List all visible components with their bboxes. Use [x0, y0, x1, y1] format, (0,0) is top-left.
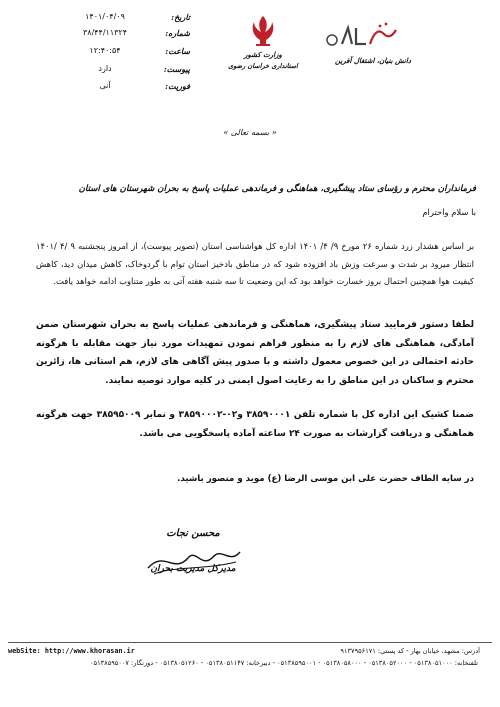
- meta-time-value: ۱۲:۴۰:۵۴: [89, 46, 121, 55]
- signature-block: [138, 528, 248, 588]
- meta-number-label: شماره:: [165, 28, 190, 38]
- body-paragraph: ضمنا کشیک این اداره کل با شماره تلفن ۳۸۵۹۰۰۰۱ و۰۲-۳۸۵۹۰۰۰۲ و نمابر ۳۸۵۹۵۰۰۹ جهت هرگونه هماهنگی و دریافت گزارشات به صورت ۲۴ ساعته آماده پاسخگویی می باشد.: [36, 410, 474, 439]
- iran-emblem-icon: [248, 14, 278, 48]
- recipient-line: فرمانداران محترم و رؤسای ستاد پیشگیری، هماهنگی و فرماندهی عملیات پاسخ به بحران شهرستان های استان: [78, 184, 476, 194]
- meta-number-value: ۳۸/۴۴/۱۱۳۲۴: [82, 28, 128, 37]
- footer-phones: تلفنخانه: ۰۵۱۳۸۰۵۱۰۰۰ - ۰۵۱۳۸۰۵۲۰۰۰ - ۰۵۱۳۸۰۵۸۰۰۰ - ۰۵۱۳۸۵۹۵۰۰۱ - دبیرخانه: ۰۵۱۳۸۰۵۱۱۴۷ - ۰۵۱۳۸۰۵۱۲۶۰ - دورنگار: ۰۵۱۳۸۵۹۵۰۰۷: [89, 659, 478, 667]
- meta-time: [70, 46, 190, 60]
- meta-urgency-label: فوریت:: [165, 81, 190, 91]
- closing-line: در سایه الطاف حضرت علی ابن موسی الرضا (ع) موید و منصور باشید.: [177, 474, 474, 484]
- meta-number: [70, 28, 190, 42]
- meta-date: [70, 12, 190, 26]
- footer-website: webSite: http://www.khorasan.ir: [8, 647, 135, 655]
- meta-urgency: [70, 81, 190, 95]
- meta-attachment: [70, 64, 190, 78]
- ministry-block: [218, 14, 308, 84]
- body-paragraph: بر اساس هشدار زرد شماره ۲۶ مورخ ۹/ ۴/ ۱۴۰۱ اداره کل هواشناسی استان (تصویر پیوست)، از امروز پنجشنبه ۹ /۴ /۱۴۰۱ انتظار میرود بر شدت و سرعت وزش باد افزوده شود که در مناطق بادخیز استان توام با گردوخاک، کاهش میدان دید، کاهش کیفیت هوا همچنین احتمال بروز خسارت خواهد بود که این وضعیت تا سه شنبه هفته آتی به طور متناوب ادامه خواهد یافت.: [36, 241, 475, 286]
- footer-address: آدرس: مشهد، خیابان بهار - کد پستی: ۹۱۳۷۹۵۶۱۷۱: [340, 647, 480, 655]
- meta-date-label: تاریخ:: [171, 12, 190, 22]
- signer-title: مدیرکل مدیریت بحران: [150, 564, 236, 574]
- brand-logo-icon: [322, 20, 402, 52]
- ministry-name: وزارت کشور: [244, 50, 282, 59]
- meta-urgency-value: آنی: [99, 81, 111, 90]
- footer-divider: [8, 642, 492, 643]
- body-paragraph: لطفا دستور فرمایید ستاد پیشگیری، هماهنگی و فرماندهی عملیات پاسخ به بحران شهرستان ضمن آمادگی، هماهنگی های لازم را به منظور فراهم نمودن تمهیدات مورد نیاز جهت مقابله با هرگونه حادثه احتمالی در این خصوص معمول داشته و با صدور پیش آگاهی های لازم، هم استانی ها، زائرین محترم و ساکنان در این مناطق را به رعایت اصول ایمنی در کلیه موارد توصیه نمایند.: [36, 320, 474, 386]
- greeting: با سلام واحترام: [422, 207, 476, 217]
- meta-attachment-label: پیوست:: [163, 64, 190, 74]
- bismillah: « بسمه تعالی »: [223, 128, 277, 137]
- meta-attachment-value: دارد: [98, 64, 112, 73]
- signer-name: محسن نجات: [166, 528, 220, 539]
- meta-date-value: ۱۴۰۱/۰۴/۰۹: [85, 12, 125, 21]
- province-office-name: استانداری خراسان رضوی: [228, 62, 298, 70]
- meta-time-label: ساعت:: [165, 46, 190, 56]
- brand-slogan: دانش بنیان، اشتغال آفرین: [335, 56, 411, 65]
- brand-block: [318, 18, 490, 78]
